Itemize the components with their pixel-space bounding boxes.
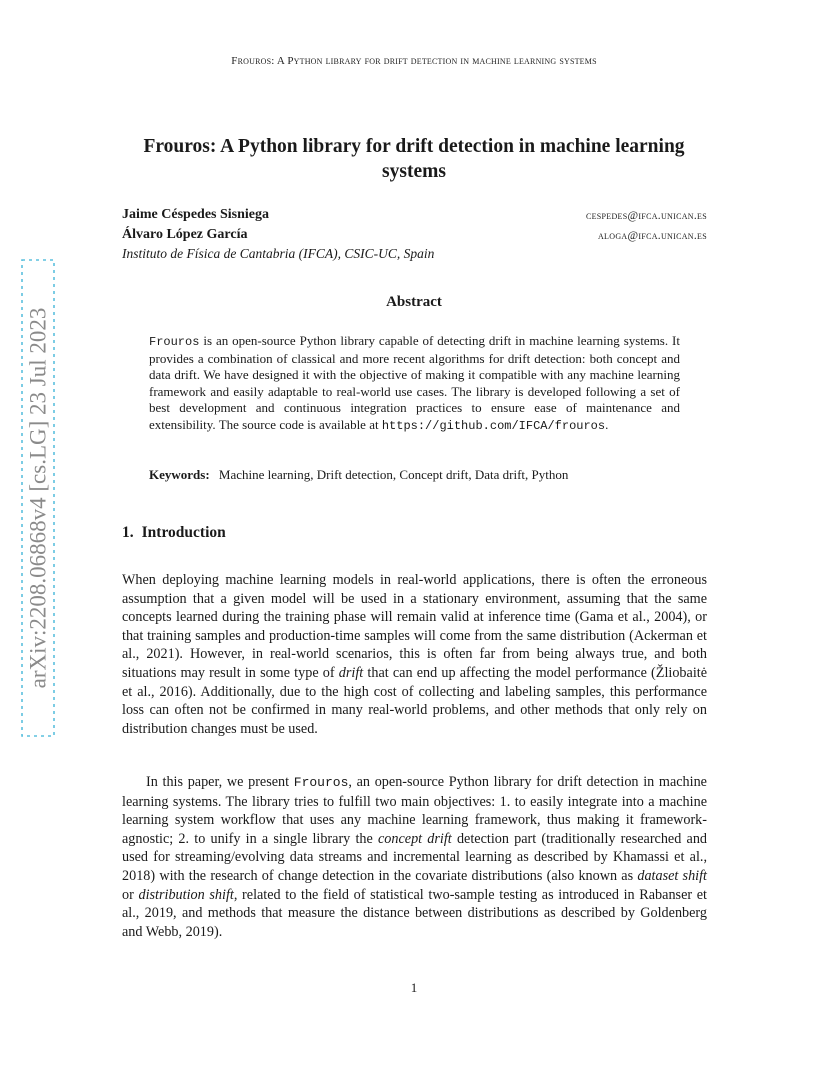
section-heading <box>122 524 226 542</box>
keywords-text: Machine learning, Drift detection, Concept drift, Data drift, Python <box>218 467 569 482</box>
para2-code-name: Frouros <box>293 775 349 790</box>
affiliation: Instituto de Física de Cantabria (IFCA), CSIC-UC, Spain <box>122 246 435 261</box>
abstract-text: is an open-source Python library capable of detecting drift in machine learning systems. It provides a combination of classical and more recent algorithms for drift detection: both concept and data drift. We have designed it with the objective of making it compatible with any machine learning framework and easily adaptable to real-world use cases. The library is developed following a set of best development and continuous integration practices to ensure ease of maintenance and extensibility. The source code is available at <box>149 333 680 432</box>
para1-text-b: that can end up affecting the model performance (Žliobaitė et al., 2016). Additionally, due to the high cost of collecting and labeling samples, this performance loss can often not be confirmed in many real-world problems, and other methods that only rely on distribution changes must be used. <box>122 664 708 737</box>
keywords-label: Keywords: <box>149 467 210 482</box>
para1-text-a: When deploying machine learning models in real-world applications, there is often the erroneous assumption that a given model will be used in a stationary environment, assuming that the same concepts learned during the training phase will remain valid at inference time (Gama et al., 2004), or that training samples and production-time samples will come from the same distribution (Ackerman et al., 2021). However, in real-world scenarios, this is often far from being always true, and both situations may result in some type of <box>122 572 707 681</box>
para2-dataset-shift: dataset shift <box>637 867 707 884</box>
section-title: Introduction <box>141 524 226 541</box>
paper-title: Frouros: A Python library for drift detection in machine learning systems <box>143 136 685 182</box>
page-number: 1 <box>410 980 418 995</box>
author-email-1: cespedes@ifca.unican.es <box>585 210 707 222</box>
abstract-heading: Abstract <box>386 294 442 310</box>
para2-text-a: In this paper, we present <box>146 774 294 790</box>
para2-concept-drift: concept drift <box>378 830 452 847</box>
author-name-1: Jaime Céspedes Sisniega <box>122 207 269 222</box>
para2-text-e: , related to the field of statistical two-sample testing as introduced in Rabanser et al., 2019, and methods that measure the distance between distributions as described by Goldenberg and Webb, 2019). <box>122 886 707 940</box>
abstract-code-name: Frouros <box>149 335 200 349</box>
para2-distribution-shift: distribution shift <box>138 886 234 903</box>
abstract-end: . <box>605 416 609 432</box>
para1-drift-term: drift <box>338 664 364 681</box>
abstract-body <box>149 333 680 435</box>
para2-text-b: , an open-source Python library for drift detection in machine learning systems. The library tries to fulfill two main objectives: 1. to easily integrate into a machine learning system workflow that uses any machine learning framework, thus making it framework-agnostic; 2. to unify in a single library the <box>122 774 707 847</box>
author-name-2: Álvaro López García <box>122 227 248 242</box>
para2-text-d: or <box>122 886 139 903</box>
para2-text-c: detection part (traditionally researched and used for streaming/evolving data streams and incremental learning as described by Khamassi et al., 2018) with the research of change detection in the covariate distributions (also known as <box>122 830 708 884</box>
intro-paragraph-2 <box>122 773 707 941</box>
author-email-2: aloga@ifca.unican.es <box>597 230 707 242</box>
section-number: 1. <box>122 524 134 541</box>
intro-paragraph-1 <box>122 571 707 738</box>
repo-link[interactable]: https://github.com/IFCA/frouros <box>381 418 606 433</box>
keywords <box>149 467 689 483</box>
arxiv-stamp <box>20 258 56 738</box>
arxiv-stamp-text: arXiv:2208.06868v4 [cs.LG] 23 Jul 2023 <box>25 307 51 689</box>
running-head: Frouros: A Python library for drift detection in machine learning systems <box>231 55 597 67</box>
